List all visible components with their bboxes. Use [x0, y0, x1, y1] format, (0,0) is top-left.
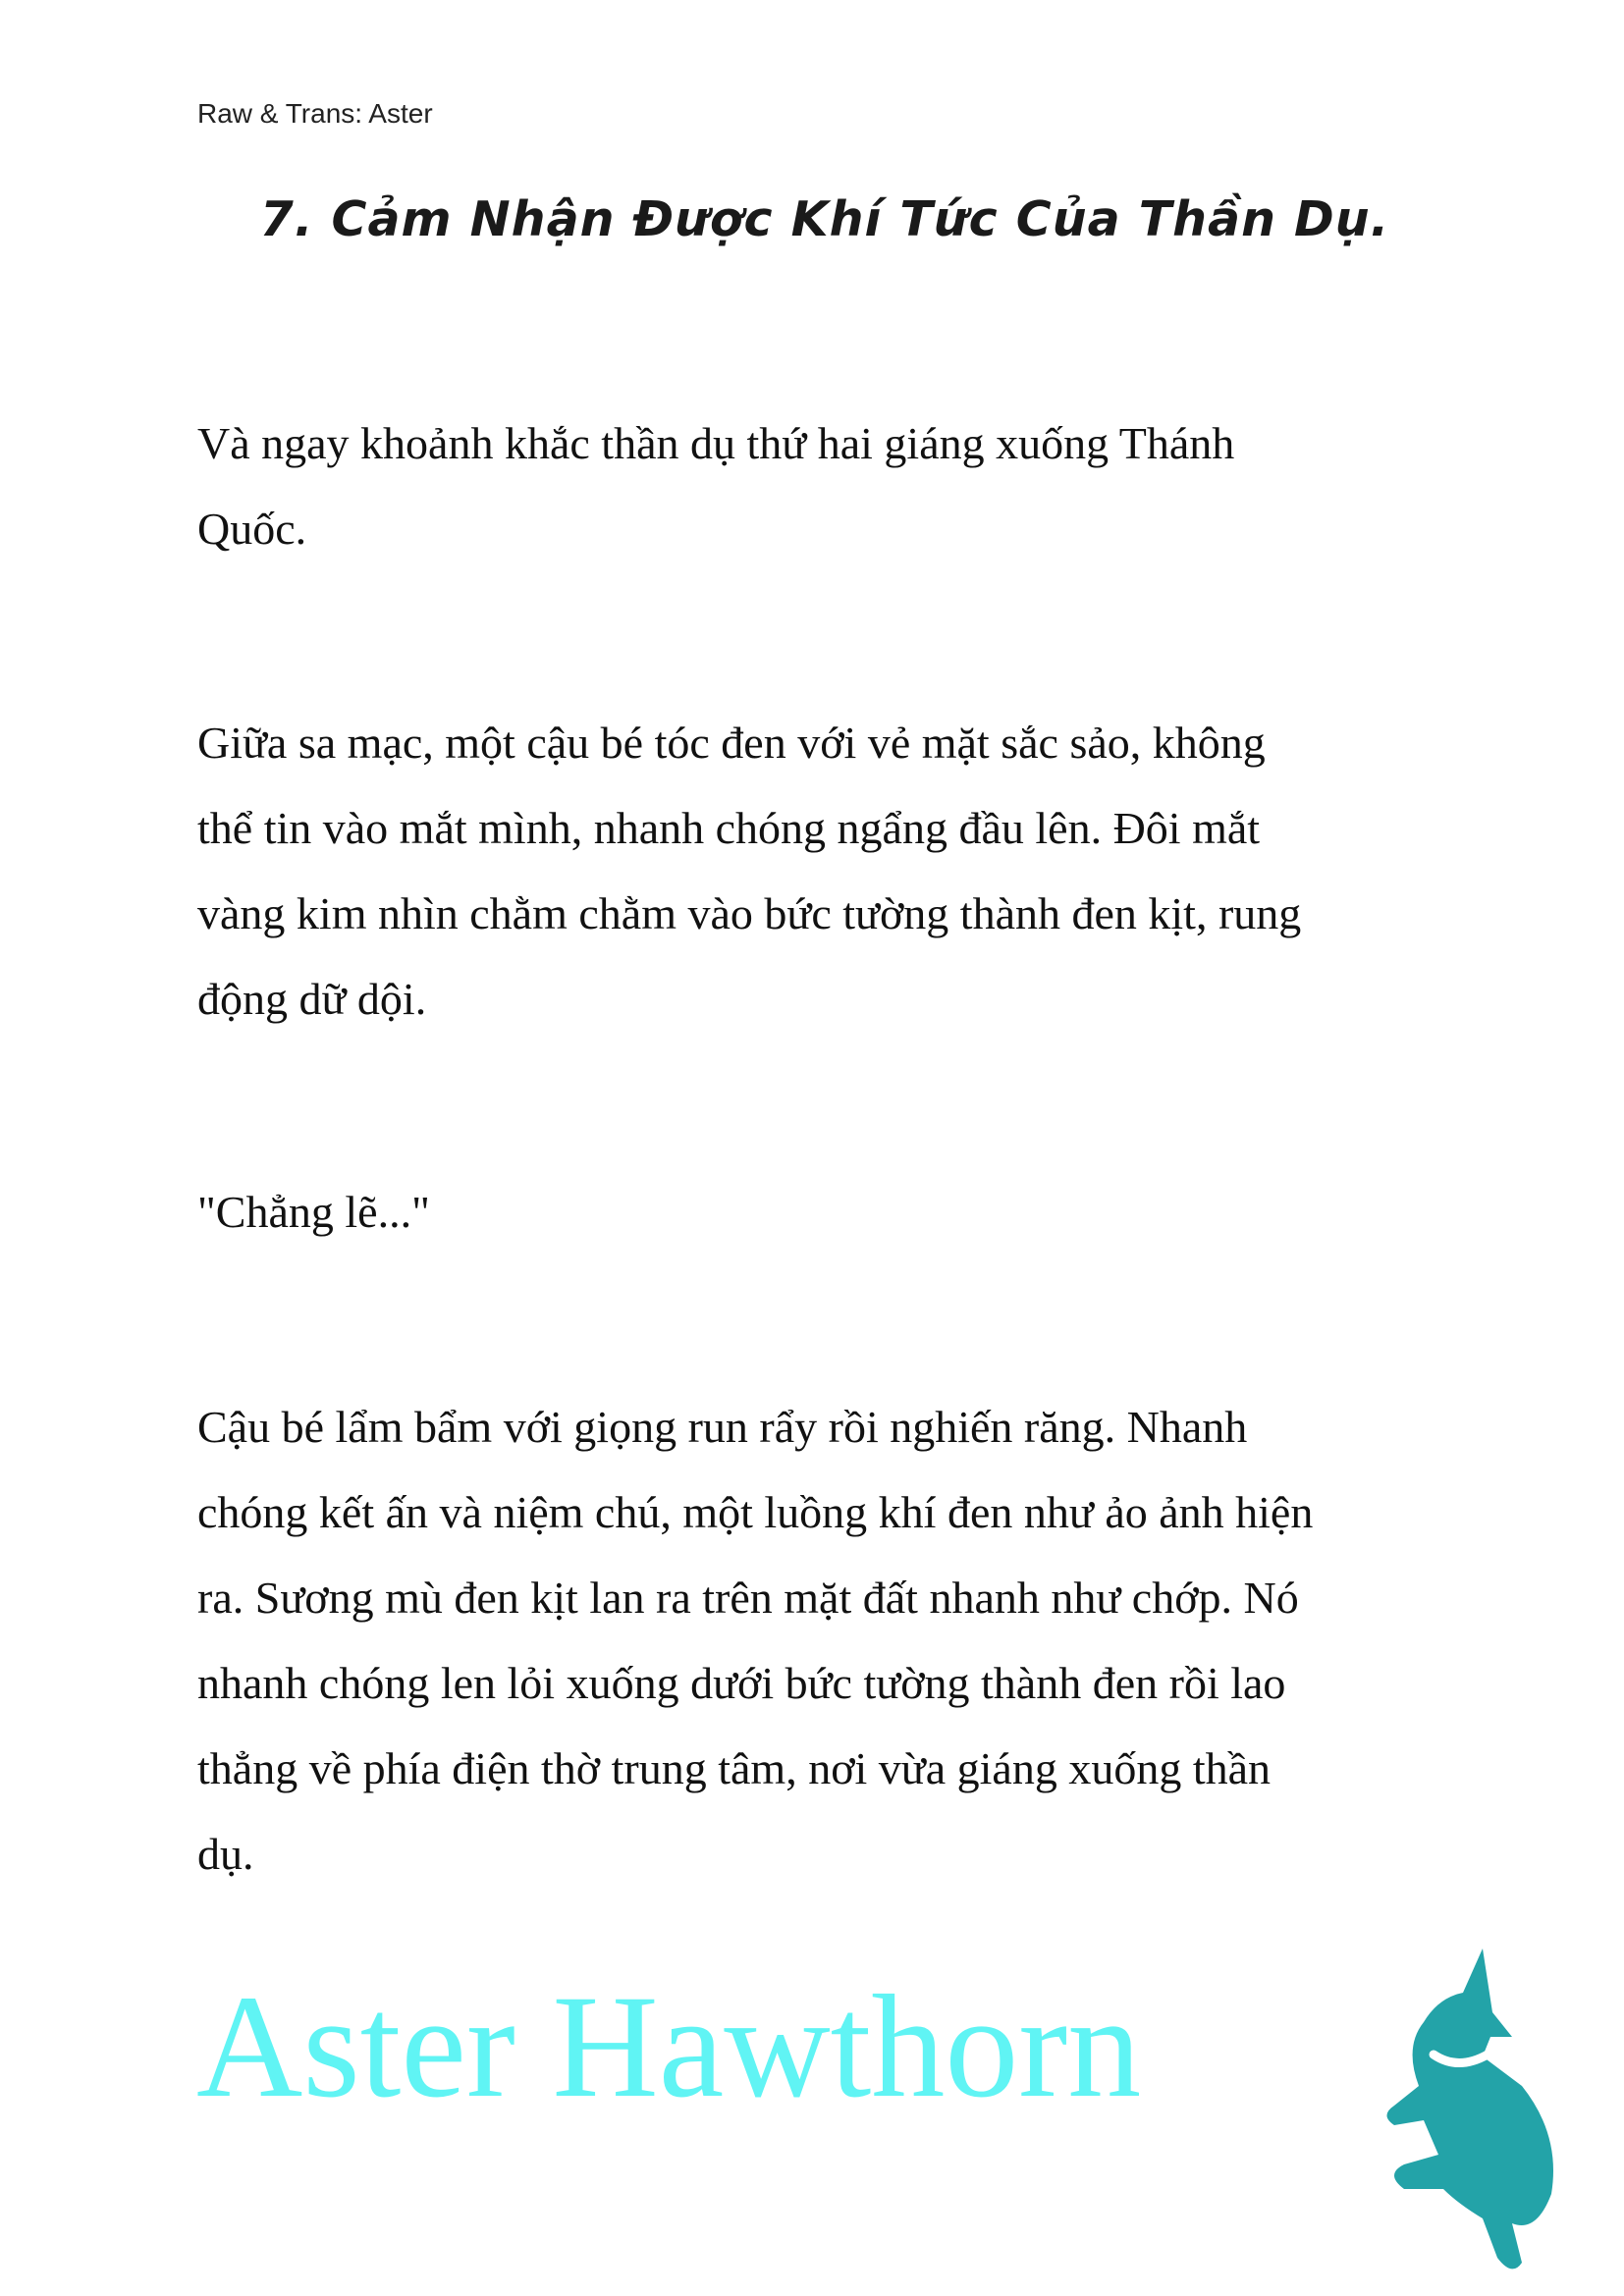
text-line: dụ. [197, 1829, 254, 1879]
text-line: Cậu bé lẩm bẩm với giọng run rẩy rồi nghiến răng. Nhanh [197, 1402, 1248, 1452]
paragraph-4 [197, 1384, 1313, 1896]
text-line: Và ngay khoảnh khắc thần dụ thứ hai giáng xuống Thánh [197, 418, 1235, 468]
text-line: "Chẳng lẽ..." [197, 1187, 430, 1237]
text-line: vàng kim nhìn chằm chằm vào bức tường thành đen kịt, rung [197, 888, 1302, 938]
text-line: động dữ dội. [197, 974, 427, 1024]
text-line: chóng kết ấn và niệm chú, một luồng khí đen như ảo ảnh hiện [197, 1487, 1314, 1537]
text-line: Quốc. [197, 504, 307, 554]
text-line: nhanh chóng len lỏi xuống dưới bức tường thành đen rồi lao [197, 1658, 1286, 1708]
paragraph-2 [197, 700, 1301, 1041]
paragraph-1 [197, 400, 1234, 571]
text-line: Giữa sa mạc, một cậu bé tóc đen với vẻ mặt sắc sảo, không [197, 718, 1266, 768]
text-line: thể tin vào mắt mình, nhanh chóng ngẩng đầu lên. Đôi mắt [197, 803, 1261, 853]
translator-credit: Raw & Trans: Aster [197, 98, 433, 129]
text-line: thẳng về phía điện thờ trung tâm, nơi vừa giáng xuống thần [197, 1743, 1272, 1793]
text-line: ra. Sương mù đen kịt lan ra trên mặt đất nhanh như chớp. Nó [197, 1573, 1299, 1623]
paragraph-3 [197, 1169, 430, 1255]
chapter-title: 7. Cảm Nhận Được Khí Tức Của Thần Dụ. [259, 191, 1390, 247]
watermark-text: Aster Hawthorn [196, 1965, 1142, 2128]
cat-logo-icon [1365, 1939, 1561, 2272]
